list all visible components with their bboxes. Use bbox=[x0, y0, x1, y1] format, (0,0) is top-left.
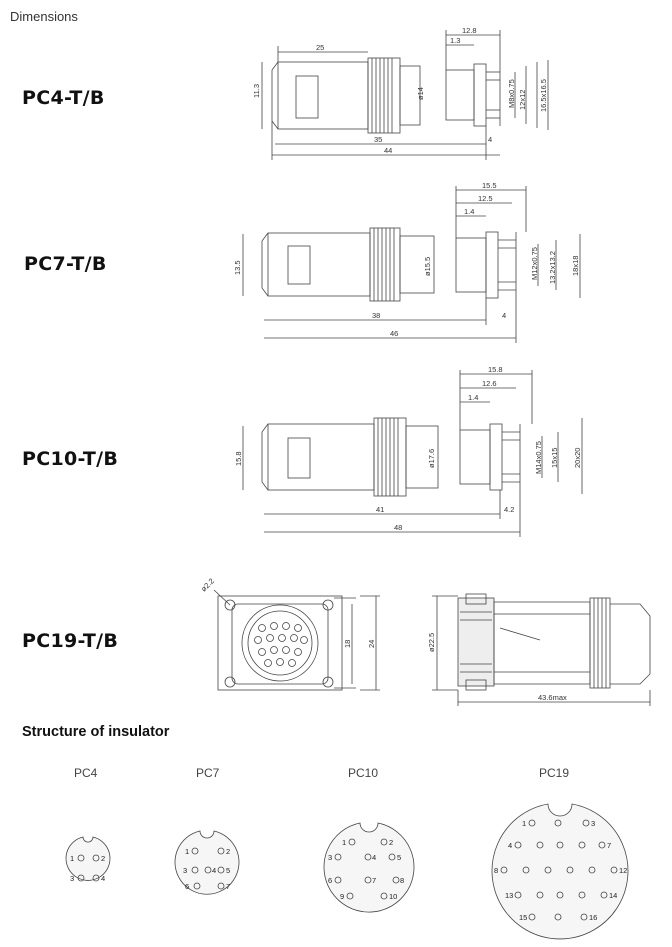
insulator-section-title: Structure of insulator bbox=[22, 724, 170, 740]
pc4-dim-a: 25 bbox=[316, 43, 325, 52]
pc19-dim-e: 43.6max bbox=[538, 693, 567, 702]
pc10-pin-8: 8 bbox=[400, 876, 405, 885]
pc19-pin-12: 12 bbox=[619, 866, 628, 875]
pc10-pin-5: 5 bbox=[397, 853, 402, 862]
pc19-pin-14: 14 bbox=[609, 891, 618, 900]
pc19-pin-15: 15 bbox=[519, 913, 528, 922]
pc19-pin-1: 1 bbox=[522, 819, 527, 828]
pc4-dim-k: 4 bbox=[488, 135, 493, 144]
pc10-pin-7: 7 bbox=[372, 876, 377, 885]
pc7-dim-d: 46 bbox=[390, 329, 399, 338]
pc7-dim-j: 18x18 bbox=[571, 255, 580, 276]
pc4-dim-h: M8x0.75 bbox=[507, 79, 516, 108]
pc10-dim-a: 15.8 bbox=[234, 451, 243, 466]
pc4-dim-d: 35 bbox=[374, 135, 383, 144]
pc10-pin-4: 4 bbox=[372, 853, 377, 862]
pc7-dim-h: M12x0.75 bbox=[530, 247, 539, 280]
page-header: Dimensions bbox=[10, 9, 78, 24]
pc10-dimension-labels bbox=[234, 365, 582, 532]
pc10-dim-d: 48 bbox=[394, 523, 403, 532]
pc10-dim-b: ø17.6 bbox=[427, 448, 436, 468]
pc4-dim-i: 12x12 bbox=[518, 89, 527, 110]
pc19-pin-7: 7 bbox=[607, 841, 612, 850]
pc7-dim-g: 1.4 bbox=[464, 207, 475, 216]
pc4-dim-e: 44 bbox=[384, 146, 393, 155]
pc19-dim-d: ø22.5 bbox=[427, 632, 436, 652]
pc7-pin-7: 7 bbox=[226, 882, 231, 891]
pc19-section-drawing bbox=[432, 594, 650, 706]
pc7-dim-i: 13.2x13.2 bbox=[548, 251, 557, 284]
pc4-side-drawing bbox=[262, 30, 548, 160]
pc4-pin-1: 1 bbox=[70, 854, 75, 863]
pc10-dim-c: 41 bbox=[376, 505, 385, 514]
insulator-pc19 bbox=[492, 804, 628, 939]
insulator-label-pc19: PC19 bbox=[539, 766, 570, 780]
pc19-pin-3: 3 bbox=[591, 819, 596, 828]
pc7-pin-6: 6 bbox=[185, 882, 190, 891]
pc19-pin-8: 8 bbox=[494, 866, 499, 875]
pc19-pin-13: 13 bbox=[505, 891, 514, 900]
pc10-dim-j: 20x20 bbox=[573, 447, 582, 468]
pc10-pin-1: 1 bbox=[342, 838, 347, 847]
pc7-dim-b: ø15.5 bbox=[423, 256, 432, 276]
insulator-label-pc4: PC4 bbox=[74, 766, 98, 780]
insulator-label-pc7: PC7 bbox=[196, 766, 220, 780]
pc7-dim-f: 12.5 bbox=[478, 194, 493, 203]
pc10-side-drawing bbox=[243, 370, 582, 537]
pc10-dim-e: 15.8 bbox=[488, 365, 503, 374]
pc7-pin-1: 1 bbox=[185, 847, 190, 856]
pc10-pin-2: 2 bbox=[389, 838, 394, 847]
pc10-dim-f: 12.6 bbox=[482, 379, 497, 388]
pc7-dim-a: 13.5 bbox=[233, 260, 242, 275]
pc10-pin-6: 6 bbox=[328, 876, 333, 885]
pc19-pin-16: 16 bbox=[589, 913, 598, 922]
pc7-pin-3: 3 bbox=[183, 866, 188, 875]
model-label-pc10: PC10-T/B bbox=[22, 448, 119, 470]
pc19-pin-4: 4 bbox=[508, 841, 513, 850]
pc4-pin-4: 4 bbox=[101, 874, 106, 883]
pc4-dim-j: 16.5x16.5 bbox=[539, 79, 548, 112]
pc19-dim-b: 18 bbox=[343, 639, 352, 648]
pc19-front-drawing bbox=[214, 590, 380, 690]
pc7-dimension-labels bbox=[233, 181, 580, 338]
pc7-pin-2: 2 bbox=[226, 847, 231, 856]
pc10-dim-h: M14x0.75 bbox=[534, 441, 543, 474]
pc10-dim-i: 15x15 bbox=[550, 447, 559, 468]
pc4-pin-3: 3 bbox=[70, 874, 75, 883]
pc10-dim-k: 4.2 bbox=[504, 505, 515, 514]
insulator-pc10 bbox=[324, 823, 414, 912]
pc10-pin-9: 9 bbox=[340, 892, 345, 901]
model-label-pc4: PC4-T/B bbox=[22, 87, 105, 109]
pc10-pin-10: 10 bbox=[389, 892, 398, 901]
pc4-pin-2: 2 bbox=[101, 854, 106, 863]
pc7-pin-5: 5 bbox=[226, 866, 231, 875]
pc4-dim-b: 11.3 bbox=[252, 83, 261, 98]
pc4-dim-g: 1.3 bbox=[450, 36, 461, 45]
pc4-dim-c: ø14 bbox=[416, 87, 425, 100]
pc7-dim-e: 15.5 bbox=[482, 181, 497, 190]
pc19-dim-a: ø2.2 bbox=[199, 576, 217, 594]
model-label-pc7: PC7-T/B bbox=[24, 253, 107, 275]
model-label-pc19: PC19-T/B bbox=[22, 630, 119, 652]
pc7-dim-c: 38 bbox=[372, 311, 381, 320]
insulator-label-pc10: PC10 bbox=[348, 766, 379, 780]
pc4-dim-f: 12.8 bbox=[462, 26, 477, 35]
pc10-pin-3: 3 bbox=[328, 853, 333, 862]
pc10-dim-g: 1.4 bbox=[468, 393, 479, 402]
pc19-dim-c: 24 bbox=[367, 639, 376, 648]
pc7-pin-4: 4 bbox=[212, 866, 217, 875]
pc7-dim-k: 4 bbox=[502, 311, 507, 320]
